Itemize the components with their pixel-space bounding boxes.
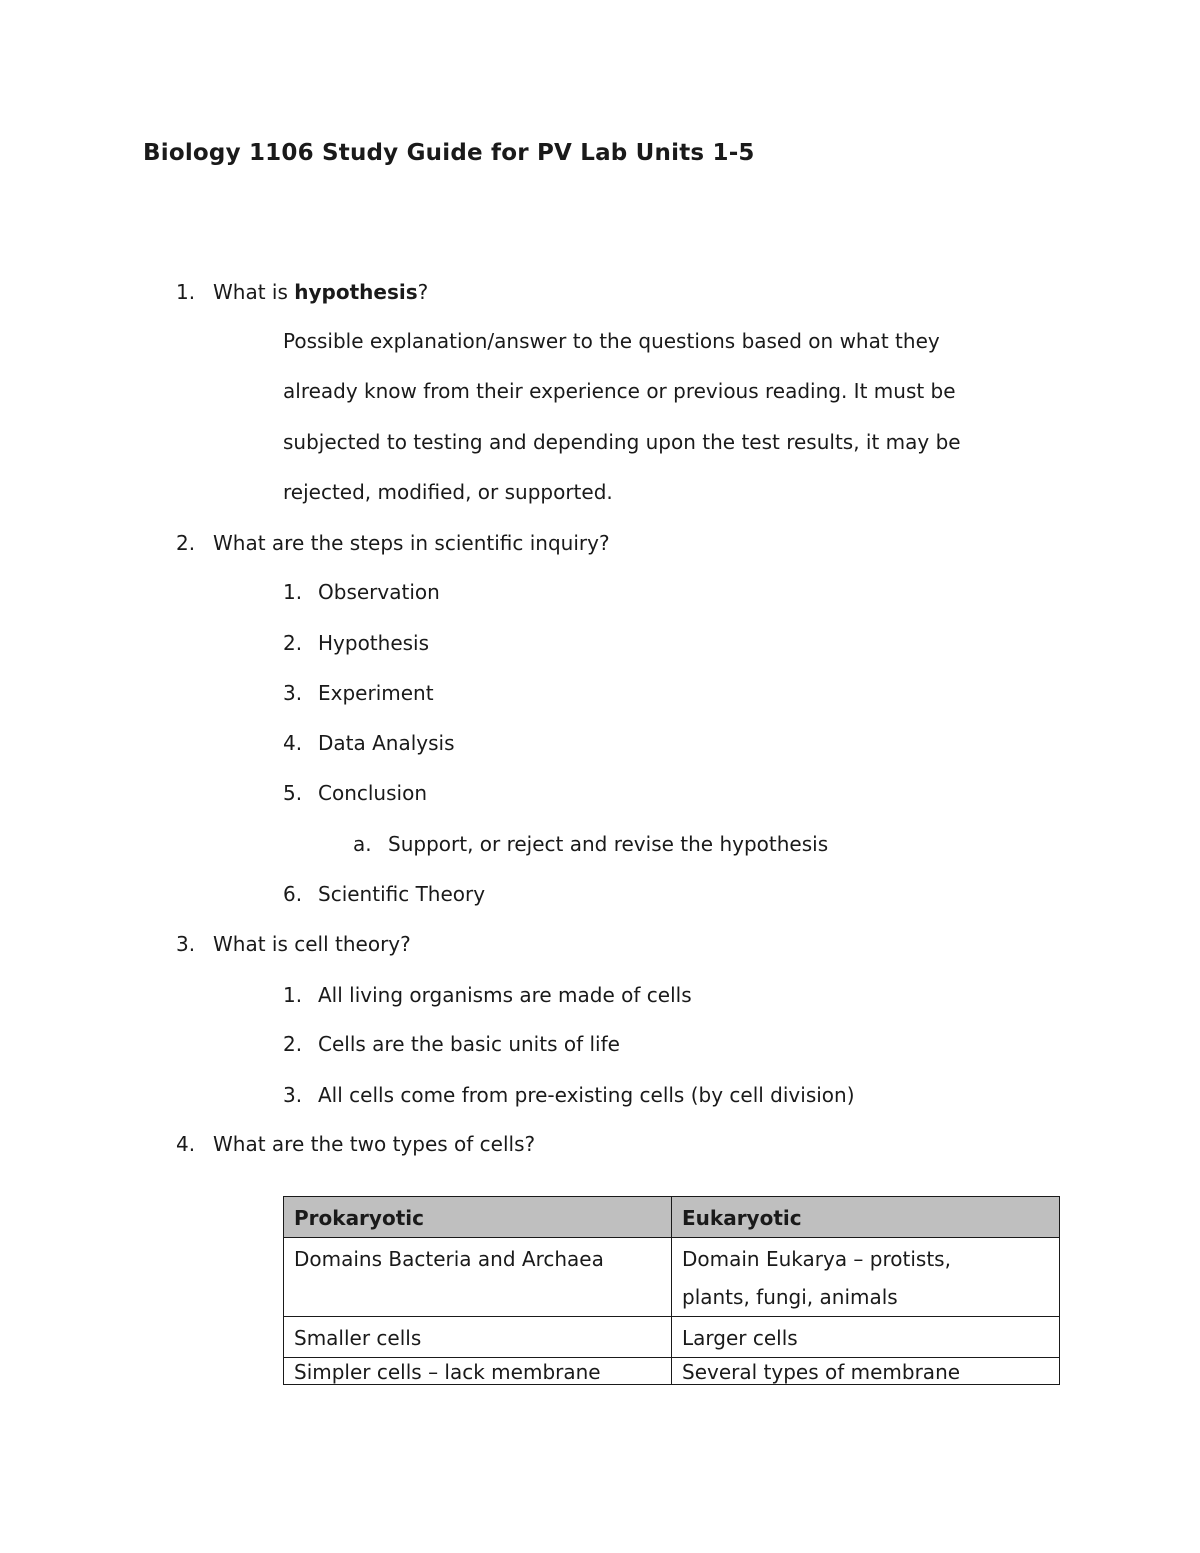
- q1-suffix: ?: [417, 280, 429, 304]
- table-row: [284, 1238, 1060, 1317]
- table-header-row: [284, 1197, 1060, 1238]
- q3-point-number: 2.: [283, 1032, 303, 1056]
- q3-point-number: 1.: [283, 983, 303, 1007]
- q2-step: Hypothesis: [318, 631, 430, 655]
- q1-answer-line: subjected to testing and depending upon the test results, it may be: [283, 430, 961, 454]
- table-row: [284, 1358, 1060, 1385]
- table-row: [284, 1317, 1060, 1358]
- q3-point-number: 3.: [283, 1083, 303, 1107]
- q1-answer-line: rejected, modified, or supported.: [283, 480, 613, 504]
- table-cell: Several types of membrane: [672, 1358, 1060, 1385]
- table-header-cell: Prokaryotic: [284, 1197, 672, 1238]
- q1-question: [213, 278, 428, 306]
- q3-number: 3.: [176, 932, 196, 956]
- table-cell-line: Domain Eukarya – protists,: [682, 1247, 951, 1271]
- q2-step-number: 4.: [283, 731, 303, 755]
- q2-step: Scientific Theory: [318, 882, 486, 906]
- table-cell: Domains Bacteria and Archaea: [284, 1238, 672, 1317]
- page-title: Biology 1106 Study Guide for PV Lab Units 1-5: [143, 140, 755, 166]
- q1-number: 1.: [176, 280, 196, 304]
- q2-step-number: 1.: [283, 580, 303, 604]
- q2-question: What are the steps in scientific inquiry?: [213, 531, 610, 555]
- q2-step-number: 5.: [283, 781, 303, 805]
- q1-prefix: What is: [213, 280, 295, 304]
- table-cell: Smaller cells: [284, 1317, 672, 1358]
- q1-bold-term: hypothesis: [294, 280, 418, 304]
- table-cell: Larger cells: [672, 1317, 1060, 1358]
- table-cell: Simpler cells – lack membrane: [284, 1358, 672, 1385]
- cell-types-table: [283, 1196, 1060, 1385]
- q2-step: Experiment: [318, 681, 434, 705]
- table-header-cell: Eukaryotic: [672, 1197, 1060, 1238]
- q3-point: Cells are the basic units of life: [318, 1032, 620, 1056]
- q2-substep-letter: a.: [353, 832, 372, 856]
- q2-step-number: 3.: [283, 681, 303, 705]
- q2-number: 2.: [176, 531, 196, 555]
- q2-substep: Support, or reject and revise the hypothesis: [388, 832, 829, 856]
- q2-step-number: 2.: [283, 631, 303, 655]
- q3-point: All cells come from pre-existing cells (by cell division): [318, 1083, 855, 1107]
- q3-point: All living organisms are made of cells: [318, 983, 692, 1007]
- q3-question: What is cell theory?: [213, 932, 411, 956]
- q4-question: What are the two types of cells?: [213, 1132, 536, 1156]
- table-cell: [672, 1238, 1060, 1317]
- q4-number: 4.: [176, 1132, 196, 1156]
- q1-answer-line: Possible explanation/answer to the questions based on what they: [283, 329, 940, 353]
- q2-step: Data Analysis: [318, 731, 455, 755]
- table-cell-line: plants, fungi, animals: [682, 1285, 898, 1309]
- q2-step-number: 6.: [283, 882, 303, 906]
- q1-answer-line: already know from their experience or previous reading. It must be: [283, 379, 956, 403]
- q2-step: Conclusion: [318, 781, 427, 805]
- q2-step: Observation: [318, 580, 440, 604]
